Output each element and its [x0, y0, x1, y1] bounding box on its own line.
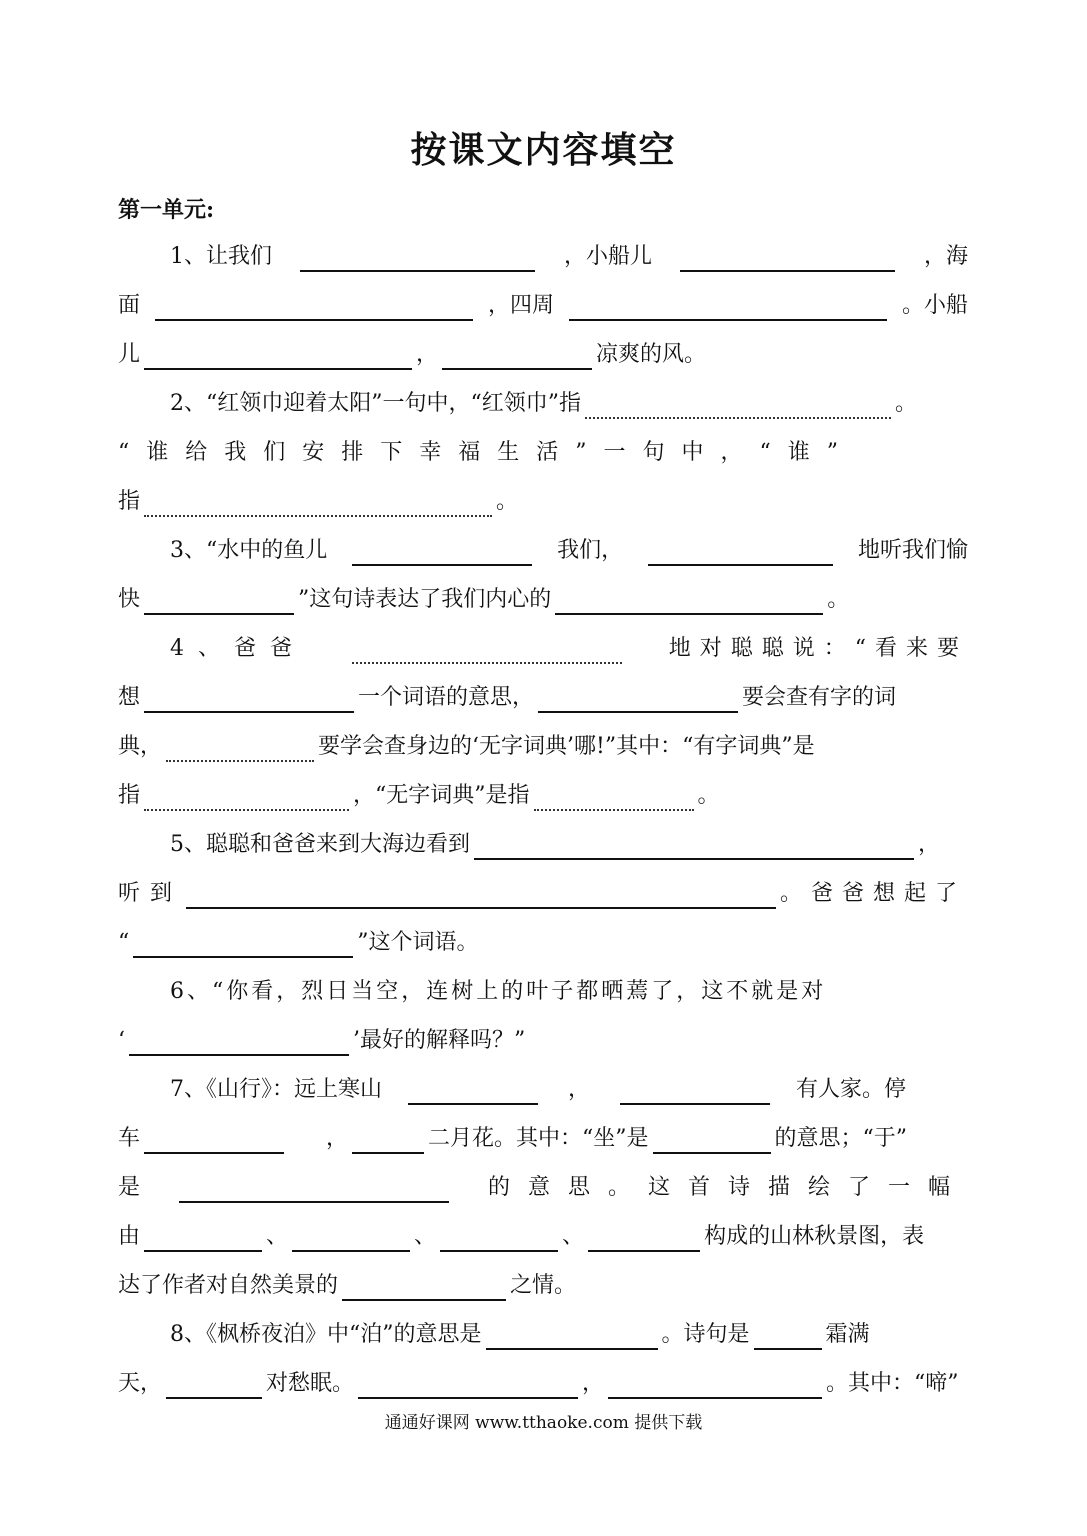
text-segment: 5、聪聪和爸爸来到大海边看到 — [170, 832, 470, 857]
text-segment: ， — [582, 1371, 605, 1396]
answer-blank[interactable] — [474, 834, 914, 860]
question-8-line-1 — [170, 1320, 968, 1350]
text-segment: 。 — [697, 783, 720, 808]
unit-heading: 第一单元: — [118, 197, 215, 223]
text-segment: 、 — [414, 1224, 437, 1249]
question-2-line-3 — [118, 487, 968, 517]
answer-blank[interactable] — [352, 540, 532, 566]
text-segment: 面 — [118, 293, 141, 318]
text-segment: 、 — [562, 1224, 585, 1249]
text-segment: 。 — [496, 489, 519, 514]
text-segment: 二月花。其中：“坐”是 — [428, 1126, 649, 1151]
answer-blank[interactable] — [680, 246, 895, 272]
text-segment: 天， — [118, 1371, 163, 1396]
text-segment: 地对聪聪说：“看来要 — [668, 636, 968, 661]
answer-blank[interactable] — [133, 932, 353, 958]
text-segment: 。爸爸想起了 — [780, 881, 967, 906]
text-segment: 达了作者对自然美景的 — [118, 1273, 339, 1298]
answer-blank[interactable] — [144, 785, 349, 811]
text-segment: 想 — [118, 685, 141, 710]
question-7-line-2 — [118, 1124, 968, 1154]
text-segment: 1、让我们 — [170, 244, 272, 269]
text-segment: 构成的山林秋景图，表 — [704, 1224, 925, 1249]
answer-blank[interactable] — [179, 1177, 449, 1203]
text-segment: 2、“红领巾迎着太阳”一句中，“红领巾”指 — [170, 391, 581, 416]
text-segment: 、 — [266, 1224, 289, 1249]
answer-blank[interactable] — [486, 1324, 658, 1350]
question-3-line-1 — [170, 536, 968, 566]
question-7-line-1 — [170, 1075, 968, 1105]
question-4-line-4 — [118, 781, 968, 811]
text-segment: 指 — [118, 489, 141, 514]
answer-blank[interactable] — [352, 1128, 424, 1154]
text-segment: 。 — [827, 587, 850, 612]
question-4-line-3 — [118, 732, 968, 762]
answer-blank[interactable] — [442, 344, 592, 370]
answer-blank[interactable] — [608, 1373, 822, 1399]
text-segment: 的意思；“于” — [774, 1126, 908, 1151]
question-1-line-2 — [118, 291, 968, 321]
text-segment: 一个词语的意思， — [358, 685, 535, 710]
text-segment: 。诗句是 — [661, 1322, 750, 1347]
text-segment: ， — [568, 1077, 591, 1102]
answer-blank[interactable] — [648, 540, 833, 566]
text-segment: 有人家。停 — [796, 1077, 907, 1102]
answer-blank[interactable] — [155, 295, 473, 321]
question-6-line-1 — [170, 977, 968, 1007]
text-segment: 霜满 — [825, 1322, 870, 1347]
question-4-line-1 — [170, 634, 968, 664]
question-1-line-1 — [170, 242, 968, 272]
answer-blank[interactable] — [588, 1226, 700, 1252]
question-5-line-3 — [118, 928, 968, 958]
text-segment: ，“无字词典”是指 — [353, 783, 530, 808]
text-segment: 车 — [118, 1126, 141, 1151]
answer-blank[interactable] — [585, 393, 891, 419]
text-segment: ， — [918, 832, 941, 857]
answer-blank[interactable] — [754, 1324, 822, 1350]
text-segment: 典， — [118, 734, 163, 759]
answer-blank[interactable] — [144, 589, 294, 615]
text-segment: 儿 — [118, 342, 141, 367]
answer-blank[interactable] — [292, 1226, 410, 1252]
text-segment: 4、爸爸 — [170, 636, 306, 661]
answer-blank[interactable] — [144, 344, 412, 370]
question-8-line-2 — [118, 1369, 968, 1399]
text-segment: 。 — [895, 391, 918, 416]
answer-blank[interactable] — [186, 883, 776, 909]
answer-blank[interactable] — [166, 736, 314, 762]
text-segment: 的意思。这首诗描绘了一幅 — [487, 1175, 968, 1200]
question-1-line-3 — [118, 340, 968, 370]
text-segment: 快 — [118, 587, 141, 612]
question-6-line-2 — [118, 1026, 968, 1056]
text-segment: 我们， — [557, 538, 624, 563]
text-segment: “谁给我们安排下幸福生活”一句中，“谁” — [118, 440, 855, 465]
text-segment: ，四周 — [487, 293, 554, 318]
answer-blank[interactable] — [300, 246, 535, 272]
answer-blank[interactable] — [144, 1128, 284, 1154]
text-segment: 要学会查身边的‘无字词典’哪!”其中：“有字词典”是 — [318, 734, 815, 759]
answer-blank[interactable] — [129, 1030, 349, 1056]
answer-blank[interactable] — [620, 1079, 770, 1105]
answer-blank[interactable] — [144, 491, 492, 517]
answer-blank[interactable] — [166, 1373, 262, 1399]
text-segment: ”这个词语。 — [357, 930, 479, 955]
text-segment: “ — [118, 930, 130, 955]
answer-blank[interactable] — [144, 1226, 262, 1252]
answer-blank[interactable] — [358, 1373, 578, 1399]
page-title: 按课文内容填空 — [410, 129, 677, 171]
text-segment: ， — [416, 342, 439, 367]
question-5-line-2 — [118, 879, 968, 909]
text-segment: ’最好的解释吗？” — [353, 1028, 526, 1053]
question-7-line-4 — [118, 1222, 968, 1252]
text-segment: 由 — [118, 1224, 141, 1249]
question-5-line-1 — [170, 830, 968, 860]
answer-blank[interactable] — [440, 1226, 558, 1252]
text-segment: 听到 — [118, 881, 183, 906]
answer-blank[interactable] — [555, 589, 823, 615]
answer-blank[interactable] — [144, 687, 354, 713]
question-4-line-2 — [118, 683, 968, 713]
text-segment: ‘ — [118, 1028, 125, 1053]
text-segment: 凉爽的风。 — [596, 342, 707, 367]
answer-blank[interactable] — [538, 687, 738, 713]
text-segment: 。小船 — [901, 293, 968, 318]
answer-blank[interactable] — [569, 295, 887, 321]
text-segment: ”这句诗表达了我们内心的 — [298, 587, 552, 612]
text-segment: 对愁眠。 — [266, 1371, 355, 1396]
text-segment: 是 — [118, 1175, 141, 1200]
text-segment: 6、“你看，烈日当空，连树上的叶子都晒蔫了，这不就是对 — [170, 979, 827, 1004]
answer-blank[interactable] — [653, 1128, 771, 1154]
text-segment: 3、“水中的鱼儿 — [170, 538, 328, 563]
text-segment: ，海 — [923, 244, 968, 269]
answer-blank[interactable] — [352, 638, 622, 664]
answer-blank[interactable] — [534, 785, 694, 811]
question-7-line-5 — [118, 1271, 968, 1301]
question-7-line-3 — [118, 1173, 968, 1203]
text-segment: 指 — [118, 783, 141, 808]
text-segment: 要会查有字的词 — [742, 685, 897, 710]
text-segment: 之情。 — [510, 1273, 577, 1298]
text-segment: 7、《山行》：远上寒山 — [170, 1077, 382, 1102]
question-2-line-1 — [170, 389, 968, 419]
question-2-line-2 — [118, 438, 968, 468]
text-segment: 地听我们愉 — [857, 538, 968, 563]
text-segment: ，小船儿 — [563, 244, 652, 269]
answer-blank[interactable] — [408, 1079, 538, 1105]
text-segment: 8、《枫桥夜泊》中“泊”的意思是 — [170, 1322, 482, 1347]
text-segment: 。其中：“啼” — [826, 1371, 959, 1396]
text-segment: ， — [326, 1126, 349, 1151]
page-footer: 通通好课网 www.tthaoke.com 提供下载 — [384, 1413, 703, 1433]
answer-blank[interactable] — [342, 1275, 506, 1301]
question-3-line-2 — [118, 585, 968, 615]
